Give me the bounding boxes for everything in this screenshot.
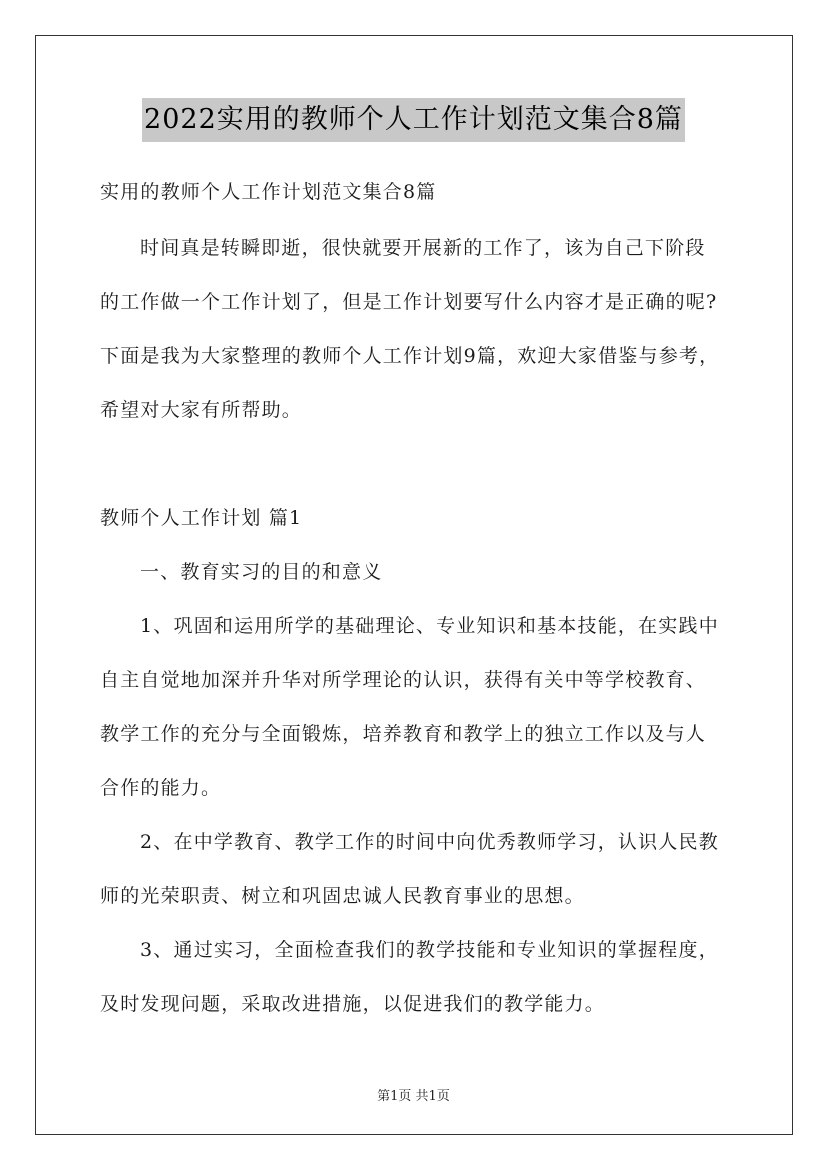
item3-line: 3、通过实习，全面检查我们的教学技能和专业知识的掌握程度， [140,939,719,961]
item1-line: 自主自觉地加深并升华对所学理论的认识，获得有关中等学校教育、 [100,669,707,691]
item2-line: 2、在中学教育、教学工作的时间中向优秀教师学习，认识人民教 [140,831,719,853]
item2-line: 师的光荣职责、树立和巩固忠诚人民教育事业的思想。 [100,885,585,907]
title-container [0,98,827,142]
item1-line: 合作的能力。 [100,777,222,799]
item3-line: 及时发现问题，采取改进措施，以促进我们的教学能力。 [100,993,606,1015]
document-subtitle: 实用的教师个人工作计划范文集合8篇 [100,181,437,203]
page-footer: 第1页 共1页 [377,1089,450,1104]
sub-heading: 一、教育实习的目的和意义 [140,561,383,583]
intro-line: 希望对大家有所帮助。 [100,399,303,421]
intro-line: 时间真是转瞬即逝，很快就要开展新的工作了，该为自己下阶段 [140,237,706,259]
section-heading: 教师个人工作计划 篇1 [100,507,303,529]
intro-line: 的工作做一个工作计划了，但是工作计划要写什么内容才是正确的呢? [100,291,718,313]
item1-line: 教学工作的充分与全面锻炼，培养教育和教学上的独立工作以及与人 [100,723,707,745]
item1-line: 1、巩固和运用所学的基础理论、专业知识和基本技能，在实践中 [140,615,719,637]
document-title: 2022实用的教师个人工作计划范文集合8篇 [142,98,685,142]
intro-line: 下面是我为大家整理的教师个人工作计划9篇，欢迎大家借鉴与参考， [100,345,720,367]
